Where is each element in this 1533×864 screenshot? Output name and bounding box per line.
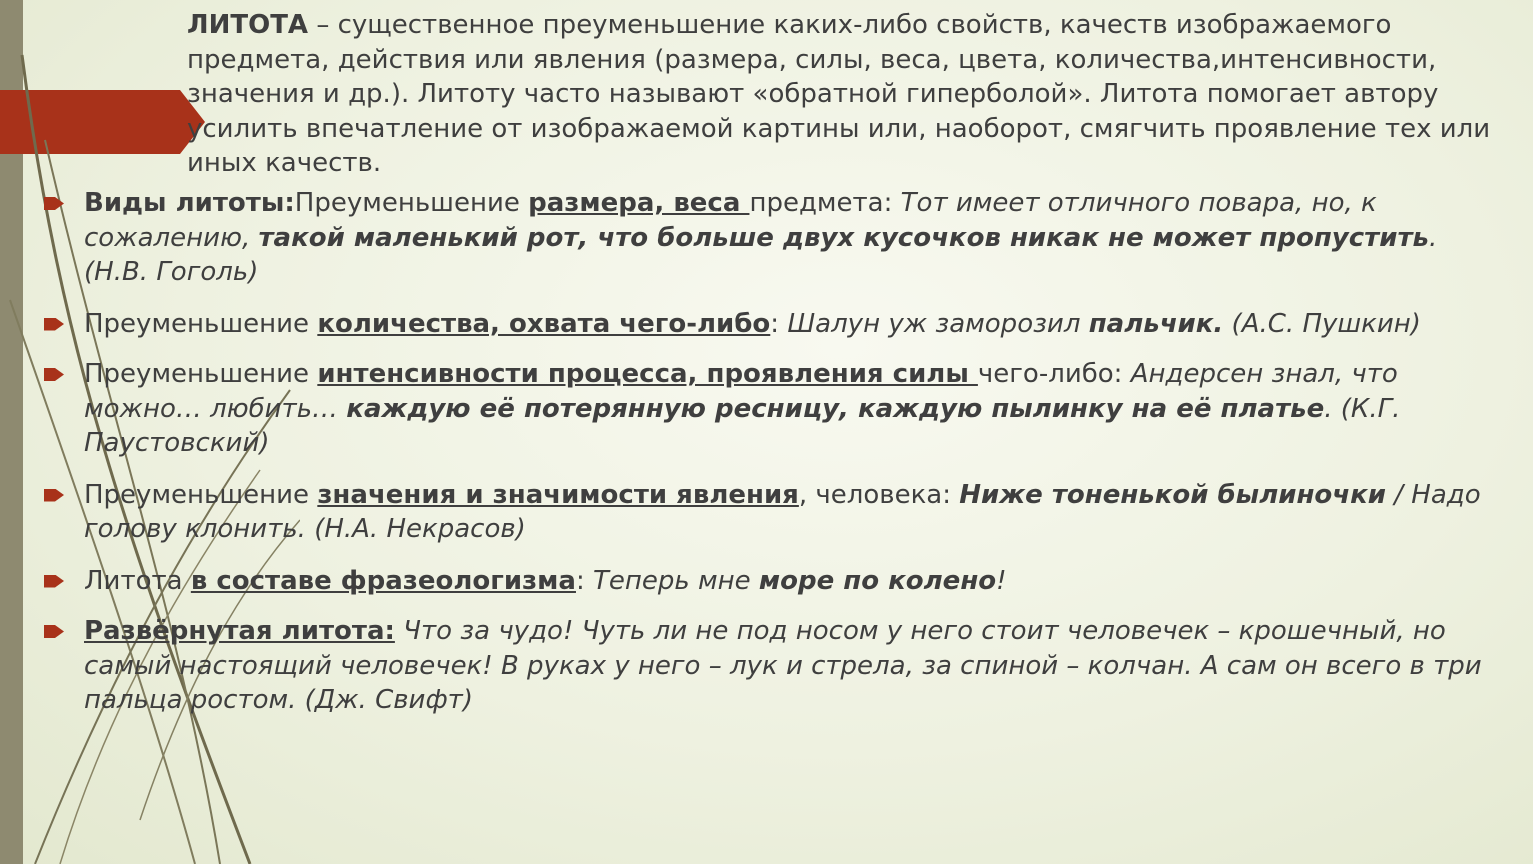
item-heading: Виды литоты: bbox=[84, 188, 295, 218]
item-source: . (Н.В. Гоголь) bbox=[84, 222, 1438, 287]
bullet-icon bbox=[44, 625, 64, 638]
item-text: предмета: bbox=[749, 188, 901, 218]
item-text: , человека: bbox=[798, 479, 960, 510]
item-example: Теперь мне bbox=[593, 565, 759, 596]
item-key-term: значения и значимости явления bbox=[317, 479, 799, 510]
list-item-intensity bbox=[44, 357, 1504, 461]
bullet-icon bbox=[44, 318, 64, 331]
item-source: (А.С. Пушкин) bbox=[1223, 308, 1421, 339]
item-key-term: интенсивности процесса, проявления силы bbox=[317, 359, 978, 389]
item-key-term: в составе фразеологизма bbox=[190, 565, 576, 596]
item-example: Что за чудо! Чуть ли не под носом у него стоит человечек – крошечный, но самый настоящий человечек! В руках у него – лук и стрела, за спиной – колчан. А сам он всего в три пальца ростом. (Дж. Свифт) bbox=[84, 616, 1482, 715]
item-text: : bbox=[770, 308, 788, 339]
item-text: чего-либо: bbox=[977, 359, 1131, 389]
item-example: Тот имеет отличного повара, но, к сожалению, bbox=[84, 188, 1377, 253]
item-key-term: Развёрнутая литота: bbox=[84, 616, 395, 646]
item-example: ! bbox=[996, 565, 1007, 596]
list-item-phraseology bbox=[44, 564, 1504, 599]
bullet-icon bbox=[44, 368, 64, 381]
item-text: Преуменьшение bbox=[84, 308, 318, 339]
item-key-term: размера, веса bbox=[528, 188, 750, 218]
item-text: Преуменьшение bbox=[294, 188, 529, 218]
item-example: Шалун уж заморозил bbox=[787, 308, 1089, 339]
item-example: Андерсен знал, что можно… любить… bbox=[84, 359, 1398, 424]
item-key-term: количества, охвата чего-либо bbox=[317, 308, 771, 339]
item-example-emphasis: Ниже тоненькой былиночки bbox=[959, 479, 1386, 510]
item-example-emphasis: пальчик. bbox=[1088, 308, 1224, 339]
item-example-emphasis: море по колено bbox=[758, 565, 997, 596]
item-text: Преуменьшение bbox=[84, 359, 318, 389]
bullet-icon bbox=[44, 489, 64, 502]
bullet-icon bbox=[44, 197, 64, 210]
litotes-list bbox=[44, 186, 1504, 718]
list-item-types bbox=[44, 186, 1504, 290]
item-example-emphasis: каждую её потерянную ресницу, каждую пылинку на её платье bbox=[346, 393, 1325, 424]
intro-term: ЛИТОТА bbox=[187, 10, 309, 40]
list-item-quantity bbox=[44, 307, 1504, 342]
bullet-icon bbox=[44, 575, 64, 588]
item-example: / Надо голову клонить. (Н.А. Некрасов) bbox=[84, 479, 1481, 544]
list-item-extended bbox=[44, 614, 1504, 718]
item-source: . (К.Г. Паустовский) bbox=[84, 393, 1401, 458]
list-item-significance bbox=[44, 478, 1504, 547]
item-text: Преуменьшение bbox=[84, 479, 318, 510]
item-text: : bbox=[575, 565, 593, 596]
intro-paragraph bbox=[187, 8, 1507, 181]
item-example-emphasis: такой маленький рот, что больше двух кусочков никак не может пропустить bbox=[258, 222, 1429, 253]
intro-text: – существенное преуменьшение каких-либо свойств, качеств изображаемого предмета, действия или явления (размера, силы, веса, цвета, количества,интенсивности, значения и др.). Литоту часто называют «обратной гиперболой». Литота помогает автору усилить впечатление от изображаемой картины или, наоборот, смягчить проявление тех или иных качеств. bbox=[187, 10, 1491, 178]
item-text: Литота bbox=[84, 565, 191, 596]
